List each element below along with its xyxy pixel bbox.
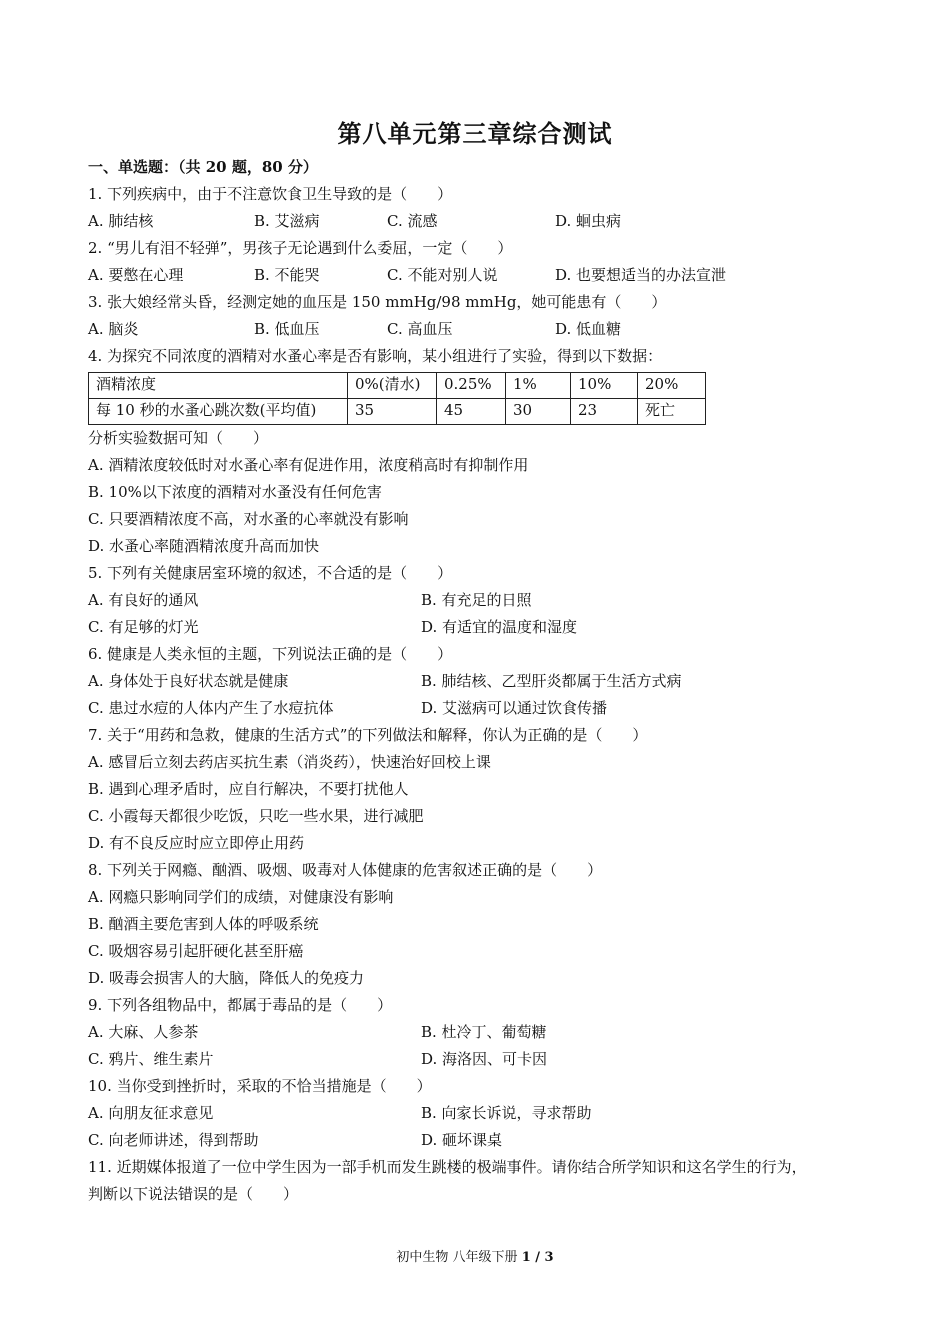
- data-table: [88, 372, 706, 425]
- question-3-stem: 3. 张大娘经常头昏，经测定她的血压是 150 mmHg/98 mmHg，她可能患有（ ）: [88, 293, 667, 311]
- option-d[interactable]: D. 有适宜的温度和湿度: [421, 618, 578, 636]
- table-cell: 35: [348, 399, 437, 425]
- question-5-options: [88, 614, 888, 641]
- option-a[interactable]: A. 大麻、人参茶: [88, 1023, 199, 1041]
- question-10-options: [88, 1100, 888, 1127]
- option-b[interactable]: B. 艾滋病: [254, 212, 320, 230]
- table-cell: 酒精浓度: [89, 373, 348, 399]
- option-d[interactable]: D. 吸毒会损害人的大脑，降低人的免疫力: [88, 969, 365, 987]
- question-7-stem: 7. 关于“用药和急救，健康的生活方式”的下列做法和解释，你认为正确的是（ ）: [88, 726, 648, 744]
- page-footer: [0, 1246, 950, 1265]
- option-c[interactable]: C. 鸦片、维生素片: [88, 1050, 214, 1068]
- table-row: [89, 399, 706, 425]
- option-b[interactable]: B. 酗酒主要危害到人体的呼吸系统: [88, 915, 319, 933]
- question-5-options: [88, 587, 888, 614]
- question-5-stem: 5. 下列有关健康居室环境的叙述，不合适的是（ ）: [88, 564, 453, 582]
- option-d[interactable]: D. 低血糖: [555, 320, 622, 338]
- table-cell: 23: [571, 399, 638, 425]
- option-a[interactable]: A. 向朋友征求意见: [88, 1104, 214, 1122]
- question-8-stem: 8. 下列关于网瘾、酗酒、吸烟、吸毒对人体健康的危害叙述正确的是（ ）: [88, 861, 603, 879]
- table-cell: 0%(清水): [348, 373, 437, 399]
- option-a[interactable]: A. 脑炎: [88, 320, 139, 338]
- option-b[interactable]: B. 10%以下浓度的酒精对水蚤没有任何危害: [88, 483, 382, 501]
- page-title: 第八单元第三章综合测试: [337, 119, 613, 148]
- question-6-options: [88, 668, 888, 695]
- question-10-options: [88, 1127, 888, 1154]
- option-a[interactable]: A. 感冒后立刻去药店买抗生素（消炎药），快速治好回校上课: [88, 753, 491, 771]
- page-number: 1 / 3: [521, 1250, 554, 1265]
- question-10-stem: 10. 当你受到挫折时，采取的不恰当措施是（ ）: [88, 1077, 432, 1095]
- option-b[interactable]: B. 有充足的日照: [421, 591, 532, 609]
- option-d[interactable]: D. 蛔虫病: [555, 212, 622, 230]
- option-c[interactable]: C. 只要酒精浓度不高，对水蚤的心率就没有影响: [88, 510, 409, 528]
- option-c[interactable]: C. 患过水痘的人体内产生了水痘抗体: [88, 699, 334, 717]
- table-cell: 45: [437, 399, 506, 425]
- option-c[interactable]: C. 不能对别人说: [387, 266, 498, 284]
- table-cell: 30: [506, 399, 571, 425]
- option-d[interactable]: D. 也要想适当的办法宣泄: [555, 266, 727, 284]
- option-b[interactable]: B. 肺结核、乙型肝炎都属于生活方式病: [421, 672, 682, 690]
- option-a[interactable]: A. 网瘾只影响同学们的成绩，对健康没有影响: [88, 888, 394, 906]
- option-b[interactable]: B. 低血压: [254, 320, 320, 338]
- question-3-options: [88, 316, 888, 343]
- option-c[interactable]: C. 小霞每天都很少吃饭，只吃一些水果，进行减肥: [88, 807, 424, 825]
- option-a[interactable]: A. 有良好的通风: [88, 591, 199, 609]
- table-row: [89, 373, 706, 399]
- question-9-stem: 9. 下列各组物品中，都属于毒品的是（ ）: [88, 996, 393, 1014]
- option-d[interactable]: D. 水蚤心率随酒精浓度升高而加快: [88, 537, 320, 555]
- question-11-stem-cont: 判断以下说法错误的是（ ）: [88, 1185, 299, 1203]
- question-1-stem: 1. 下列疾病中，由于不注意饮食卫生导致的是（ ）: [88, 185, 453, 203]
- option-a[interactable]: A. 酒精浓度较低时对水蚤心率有促进作用，浓度稍高时有抑制作用: [88, 456, 529, 474]
- question-6-stem: 6. 健康是人类永恒的主题，下列说法正确的是（ ）: [88, 645, 453, 663]
- table-cell: 0.25%: [437, 373, 506, 399]
- option-b[interactable]: B. 不能哭: [254, 266, 320, 284]
- option-d[interactable]: D. 砸坏课桌: [421, 1131, 503, 1149]
- footer-text: 初中生物 八年级下册: [396, 1250, 522, 1265]
- option-c[interactable]: C. 吸烟容易引起肝硬化甚至肝癌: [88, 942, 304, 960]
- option-d[interactable]: D. 艾滋病可以通过饮食传播: [421, 699, 608, 717]
- table-cell: 20%: [638, 373, 706, 399]
- section-heading: 一、单选题：（共 20 题，80 分）: [88, 158, 318, 176]
- question-9-options: [88, 1046, 888, 1073]
- question-list: [88, 154, 888, 1208]
- table-cell: 10%: [571, 373, 638, 399]
- option-b[interactable]: B. 遇到心理矛盾时，应自行解决，不要打扰他人: [88, 780, 409, 798]
- option-c[interactable]: C. 向老师讲述，得到帮助: [88, 1131, 259, 1149]
- question-2-options: [88, 262, 888, 289]
- question-2-stem: 2. “男儿有泪不轻弹”，男孩子无论遇到什么委屈，一定（ ）: [88, 239, 513, 257]
- option-a[interactable]: A. 肺结核: [88, 212, 154, 230]
- question-6-options: [88, 695, 888, 722]
- option-c[interactable]: C. 高血压: [387, 320, 453, 338]
- table-cell: 死亡: [638, 399, 706, 425]
- option-d[interactable]: D. 海洛因、可卡因: [421, 1050, 548, 1068]
- table-cell: 1%: [506, 373, 571, 399]
- option-a[interactable]: A. 身体处于良好状态就是健康: [88, 672, 289, 690]
- question-9-options: [88, 1019, 888, 1046]
- option-d[interactable]: D. 有不良反应时应立即停止用药: [88, 834, 305, 852]
- option-c[interactable]: C. 有足够的灯光: [88, 618, 199, 636]
- question-4-stem: 4. 为探究不同浓度的酒精对水蚤心率是否有影响，某小组进行了实验，得到以下数据：: [88, 347, 663, 365]
- option-a[interactable]: A. 要憋在心理: [88, 266, 184, 284]
- option-c[interactable]: C. 流感: [387, 212, 438, 230]
- option-b[interactable]: B. 向家长诉说，寻求帮助: [421, 1104, 592, 1122]
- table-cell: 每 10 秒的水蚤心跳次数(平均值): [89, 399, 348, 425]
- question-4-prompt: 分析实验数据可知（ ）: [88, 429, 269, 447]
- question-1-options: [88, 208, 888, 235]
- option-b[interactable]: B. 杜冷丁、葡萄糖: [421, 1023, 547, 1041]
- question-11-stem: 11. 近期媒体报道了一位中学生因为一部手机而发生跳楼的极端事件。请你结合所学知识和这名学生的行为，: [88, 1158, 807, 1176]
